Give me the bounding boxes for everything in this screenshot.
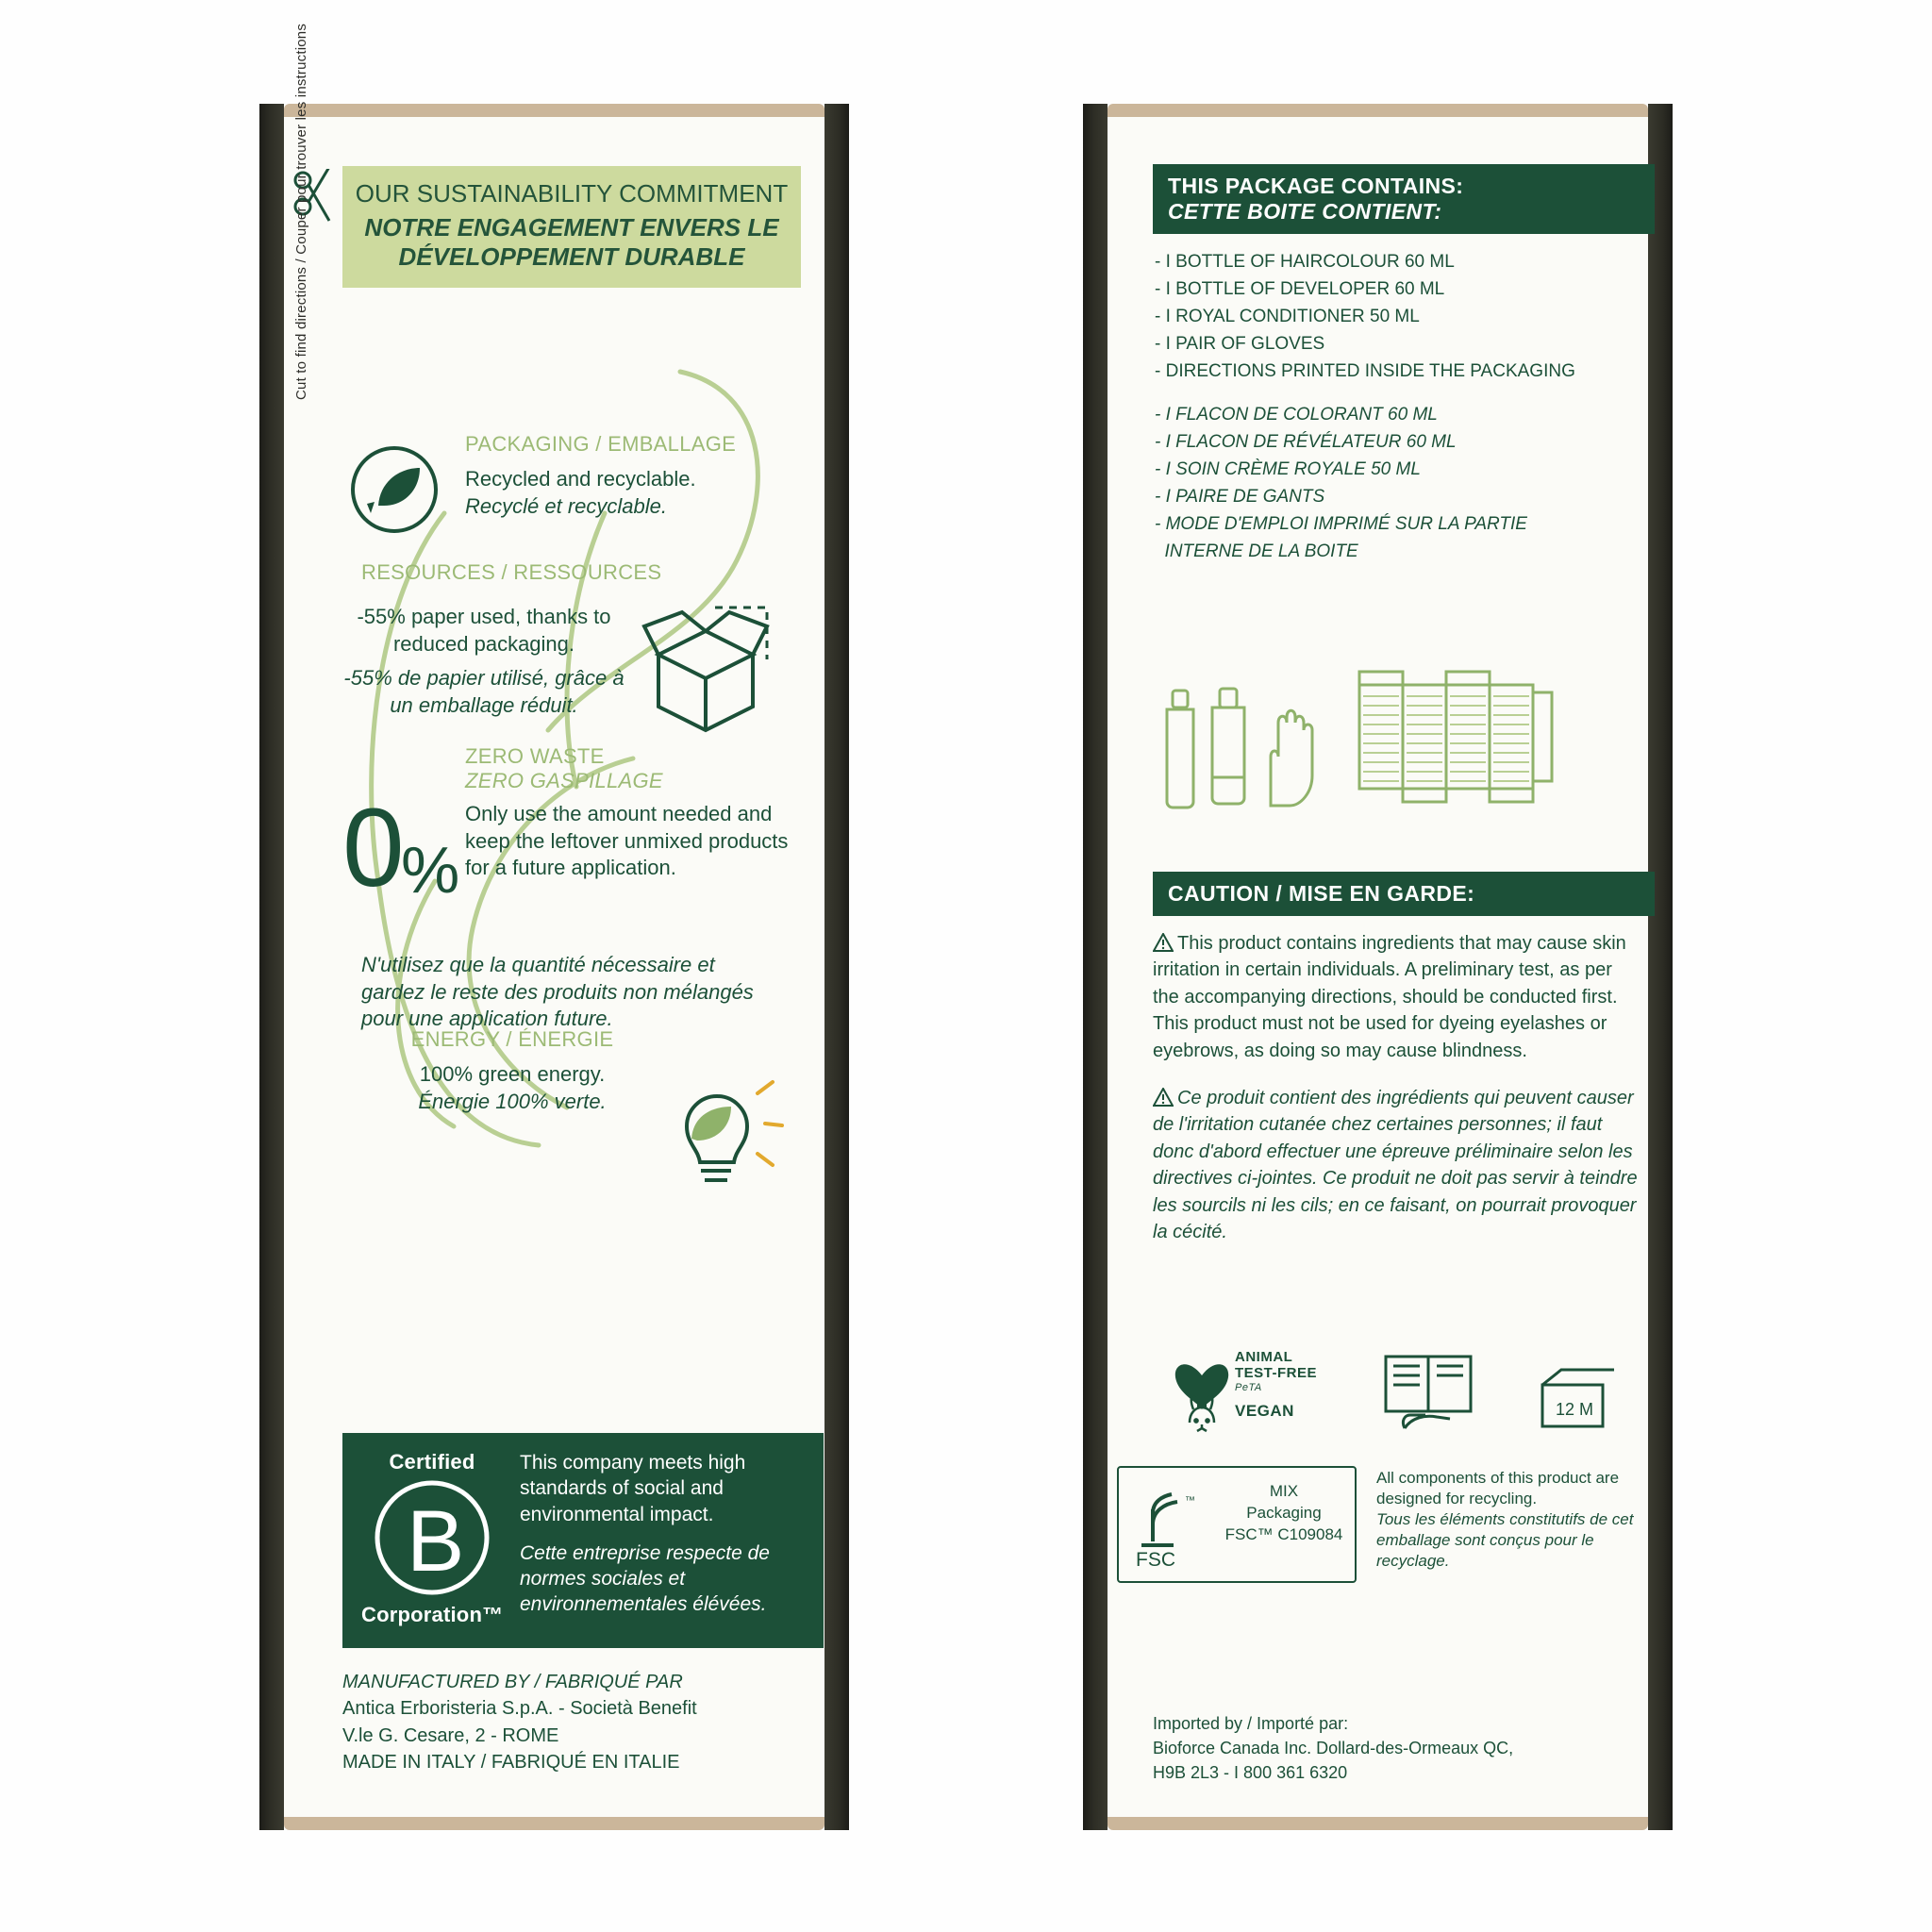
- package-contains-title-fr: CETTE BOITE CONTIENT:: [1168, 199, 1442, 224]
- fsc-mix-label: MIX: [1269, 1482, 1299, 1500]
- open-box-icon: [625, 589, 786, 749]
- zero-waste-body-fr: N'utilisez que la quantité nécessaire et gardez le reste des produits non mélangés pour une application future.: [361, 953, 754, 1031]
- box-bottom-edge-2: [1108, 1817, 1648, 1830]
- warning-triangle-icon: [1153, 933, 1174, 952]
- contains-item: - DIRECTIONS PRINTED INSIDE THE PACKAGING: [1155, 360, 1575, 381]
- bcorp-corporation-label: Corporation™: [361, 1603, 504, 1626]
- contains-item-fr: - I SOIN CRÈME ROYALE 50 ML: [1155, 459, 1421, 480]
- fsc-tm: ™: [1185, 1495, 1195, 1507]
- pao-months-label: 12 M: [1556, 1400, 1594, 1419]
- caution-text-en: This product contains ingredients that may cause skin irritation in certain individuals. A preliminary test, as per the accompanying directions, should be conducted first. This product must not be used for dyeing eyelashes or eyebrows, as doing so may cause blindness.: [1153, 933, 1626, 1061]
- manufacturer-line3: MADE IN ITALY / FABRIQUÉ EN ITALIE: [342, 1752, 680, 1774]
- sustainability-title-en: OUR SUSTAINABILITY COMMITMENT: [355, 179, 789, 208]
- contains-item-fr: - I FLACON DE RÉVÉLATEUR 60 ML: [1155, 432, 1457, 453]
- sustainability-title-fr: NOTRE ENGAGEMENT ENVERS LE DÉVELOPPEMENT DURABLE: [364, 212, 779, 272]
- resources-body-fr: -55% de papier utilisé, grâce à un emballage réduit.: [343, 666, 625, 717]
- fsc-logo-text: FSC: [1136, 1549, 1175, 1571]
- importer-label: Imported by / Importé par:: [1153, 1714, 1349, 1733]
- bcorp-mark: [361, 1450, 503, 1627]
- sustainability-banner: [342, 166, 801, 288]
- box-bottom-edge: [284, 1817, 824, 1830]
- box-top-edge-2: [1108, 104, 1648, 117]
- warning-triangle-icon-fr: [1153, 1088, 1174, 1107]
- read-leaflet-icon: [1376, 1349, 1480, 1434]
- peta-lines: [1235, 1349, 1317, 1393]
- lightbulb-leaf-icon: [644, 1056, 786, 1188]
- cut-instruction-label: Cut to find directions / Couper pour trouver les instructions: [293, 23, 309, 400]
- contains-item: - I BOTTLE OF HAIRCOLOUR 60 ML: [1155, 252, 1455, 272]
- fsc-code-label: FSC™ C109084: [1224, 1524, 1343, 1543]
- caution-text-fr: Ce produit contient des ingrédients qui peuvent causer de l'irritation cutanée chez certaines personnes; il faut donc d'abord effectuer une épreuve préliminaire selon les directives ci-jointes. Ce produit ne doit pas servir à teindre les sourcils ni les cils; en ce faisant, on pourrait provoquer la cécité.: [1153, 1087, 1638, 1242]
- svg-text:0: 0: [342, 793, 405, 910]
- energy-body-fr: Énergie 100% verte.: [418, 1089, 607, 1113]
- peta-vegan-badge: [1169, 1343, 1329, 1438]
- resources-body-en: -55% paper used, thanks to reduced packaging.: [357, 605, 611, 656]
- right-panel-face: [1108, 117, 1648, 1817]
- energy-title: ENERGY / ÉNERGIE: [410, 1027, 614, 1051]
- peta-line-2: TEST-FREE: [1235, 1365, 1318, 1382]
- recycling-note-en: All components of this product are designed for recycling.: [1376, 1469, 1620, 1508]
- right-package-panel: [1083, 104, 1673, 1830]
- bcorp-body-en: This company meets high standards of social and environmental impact.: [520, 1452, 746, 1525]
- recycling-note: [1376, 1468, 1641, 1572]
- package-contents-illustration: [1159, 664, 1641, 824]
- contains-item: - I BOTTLE OF DEVELOPER 60 ML: [1155, 278, 1445, 299]
- manufacturer-line1: Antica Erboristeria S.p.A. - Società Benefit: [342, 1698, 697, 1720]
- zero-waste-title-en: ZERO WASTE: [465, 744, 605, 768]
- section-resources: [342, 560, 814, 717]
- box-right-edge-2: [1648, 104, 1673, 1830]
- left-package-panel: [259, 23, 849, 1830]
- bcorp-body-fr: Cette entreprise respecte de normes sociales et environnementales élévées.: [520, 1541, 770, 1616]
- period-after-opening-icon: [1527, 1353, 1622, 1434]
- contains-item-fr: - I PAIRE DE GANTS: [1155, 487, 1325, 507]
- zero-waste-body-en: Only use the amount needed and keep the leftover unmixed products for a future application.: [465, 802, 789, 880]
- importer-block: [1153, 1711, 1624, 1785]
- contains-item-fr: INTERNE DE LA BOITE: [1155, 541, 1358, 561]
- peta-line-3: PeTA: [1235, 1381, 1262, 1393]
- contains-item-fr: - I FLACON DE COLORANT 60 ML: [1155, 405, 1438, 425]
- manufacturer-label: MANUFACTURED BY / FABRIQUÉ PAR: [342, 1672, 683, 1692]
- svg-text:B: B: [407, 1493, 465, 1590]
- caution-header: [1153, 872, 1655, 916]
- fsc-badge: [1117, 1466, 1357, 1583]
- caution-paragraph-fr: [1153, 1085, 1643, 1245]
- package-contains-header: [1153, 164, 1655, 234]
- bcorp-b-icon: [371, 1476, 493, 1599]
- bcorp-text: [520, 1450, 805, 1627]
- box-right-edge: [824, 104, 849, 1830]
- resources-title: RESOURCES / RESSOURCES: [361, 560, 662, 584]
- contains-item: - I ROYAL CONDITIONER 50 ML: [1155, 306, 1420, 326]
- packaging-body-fr: Recyclé et recyclable.: [465, 493, 667, 518]
- zero-percent-icon: [342, 793, 470, 916]
- importer-line1: Bioforce Canada Inc. Dollard-des-Ormeaux QC,: [1153, 1739, 1514, 1758]
- fsc-tree-icon: [1124, 1472, 1209, 1575]
- packaging-body-en: Recycled and recyclable.: [465, 467, 696, 491]
- left-panel-face: [284, 23, 824, 1817]
- caution-paragraph-en: [1153, 930, 1643, 1064]
- importer-line2: H9B 2L3 - I 800 361 6320: [1153, 1763, 1348, 1783]
- peta-vegan-label: VEGAN: [1235, 1402, 1294, 1420]
- bcorp-certified-label: Certified: [389, 1450, 475, 1474]
- bcorp-block: [342, 1433, 824, 1648]
- svg-text:%: %: [401, 833, 460, 907]
- caution-title: CAUTION / MISE EN GARDE:: [1168, 881, 1475, 906]
- bunny-heart-icon: [1169, 1343, 1235, 1438]
- fsc-text: [1218, 1481, 1350, 1546]
- zero-waste-title-fr: ZERO GASPILLAGE: [465, 769, 663, 792]
- certification-icon-row: [1159, 1343, 1650, 1447]
- box-top-edge: [284, 104, 824, 117]
- packaging-title: PACKAGING / EMBALLAGE: [465, 432, 737, 456]
- box-left-edge: [259, 104, 284, 1830]
- package-contains-list: [1155, 249, 1645, 566]
- peta-line-1: ANIMAL: [1235, 1349, 1293, 1365]
- box-left-edge-2: [1083, 104, 1108, 1830]
- manufacturer-block: [342, 1669, 786, 1776]
- leaf-circle-icon: [342, 438, 446, 541]
- manufacturer-line2: V.le G. Cesare, 2 - ROME: [342, 1724, 559, 1746]
- package-contains-title-en: THIS PACKAGE CONTAINS:: [1168, 174, 1464, 198]
- contains-item: - I PAIR OF GLOVES: [1155, 333, 1325, 354]
- contains-item-fr: - MODE D'EMPLOI IMPRIMÉ SUR LA PARTIE: [1155, 513, 1527, 534]
- fsc-packaging-label: Packaging: [1246, 1503, 1322, 1522]
- caution-body: [1153, 930, 1643, 1266]
- energy-body-en: 100% green energy.: [419, 1062, 606, 1086]
- recycling-note-fr: Tous les éléments constitutifs de cet emballage sont conçus pour le recyclage.: [1376, 1510, 1634, 1571]
